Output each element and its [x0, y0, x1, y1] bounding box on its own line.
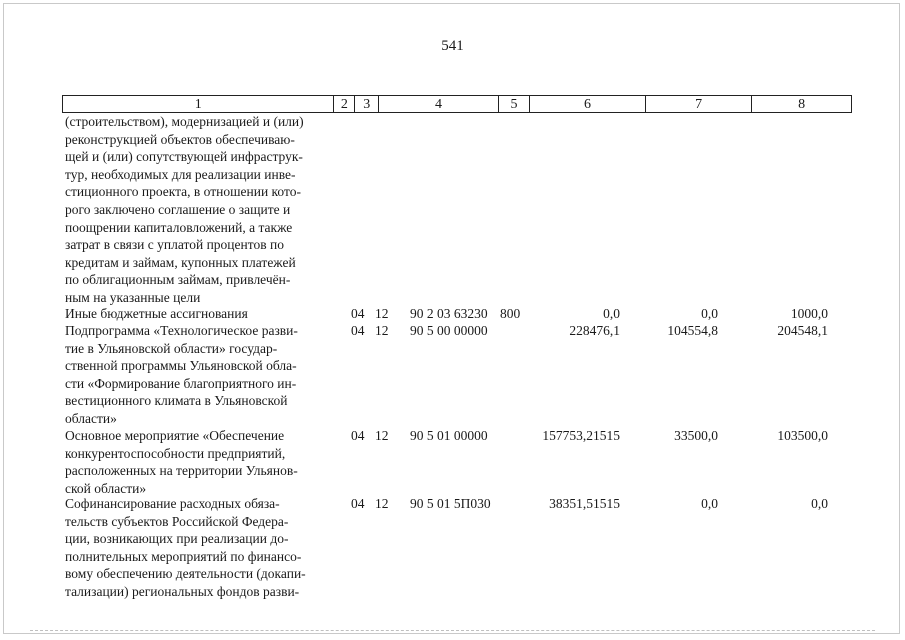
page-number: 541 [441, 38, 464, 54]
cell-section: 04 [351, 496, 365, 511]
cell-subsection: 12 [375, 323, 389, 338]
cell-value-col8: 0,0 [811, 496, 828, 511]
row-description: Основное мероприятие «Обеспечение конкурентоспособности предприятий, расположенных на территории Ульянов- ской области» [65, 428, 298, 496]
cell-target-article: 90 5 01 00000 [410, 428, 488, 443]
row-description: Иные бюджетные ассигнования [65, 306, 248, 321]
cell-subsection: 12 [375, 428, 389, 443]
cell-value-col6: 157753,21515 [542, 428, 620, 443]
cell-value-col6: 0,0 [603, 306, 620, 321]
row-description: Подпрограмма «Технологическое разви- тие в Ульяновской области» государ- ственной программы Ульяновской обла- сти «Формирование благоприятного ин- вестиционного климата в Ульяновской области» [65, 323, 298, 426]
cell-section: 04 [351, 428, 365, 443]
row-description: Софинансирование расходных обяза- тельств субъектов Российской Федера- ции, возникающих при реализации до- полнительных мероприятий по финансо- вому обеспечению деятельности (докапи- тализации) региональных фондов разви- [65, 496, 306, 599]
cell-target-article: 90 5 01 5П030 [410, 496, 491, 511]
cell-section: 04 [351, 323, 365, 338]
cell-value-col7: 33500,0 [674, 428, 718, 443]
cell-value-col7: 0,0 [701, 306, 718, 321]
header-col-2: 2 [334, 96, 355, 112]
cell-target-article: 90 5 00 00000 [410, 323, 488, 338]
cell-value-col6: 38351,51515 [549, 496, 620, 511]
header-col-3: 3 [355, 96, 379, 112]
cell-target-article: 90 2 03 63230 [410, 306, 488, 321]
header-col-4: 4 [379, 96, 499, 112]
page-bottom-edge [30, 630, 875, 631]
row-description: (строительством), модернизацией и (или) реконструкцией объектов обеспечиваю- щей и (или) сопутствующей инфраструк- тур, необходимых для реализации инве- стиционного проекта, в отношении кото- рого заключено соглашение о защите и поощрении капиталовложений, а также затрат в связи с уплатой процентов по кредитам и займам, купонных платежей по облигационным займам, привлечён- ным на указанные цели [65, 114, 304, 305]
cell-subsection: 12 [375, 306, 389, 321]
cell-subsection: 12 [375, 496, 389, 511]
cell-value-col8: 103500,0 [777, 428, 828, 443]
cell-value-col8: 204548,1 [777, 323, 828, 338]
cell-value-col7: 0,0 [701, 496, 718, 511]
cell-value-col8: 1000,0 [790, 306, 828, 321]
header-col-7: 7 [646, 96, 752, 112]
cell-section: 04 [351, 306, 365, 321]
cell-value-col7: 104554,8 [667, 323, 718, 338]
header-col-6: 6 [530, 96, 646, 112]
header-col-8: 8 [798, 97, 806, 112]
table-header-row [62, 95, 852, 113]
header-col-1: 1 [63, 96, 334, 112]
cell-expense-type: 800 [500, 306, 521, 321]
header-col-5: 5 [499, 96, 530, 112]
cell-value-col6: 228476,1 [569, 323, 620, 338]
